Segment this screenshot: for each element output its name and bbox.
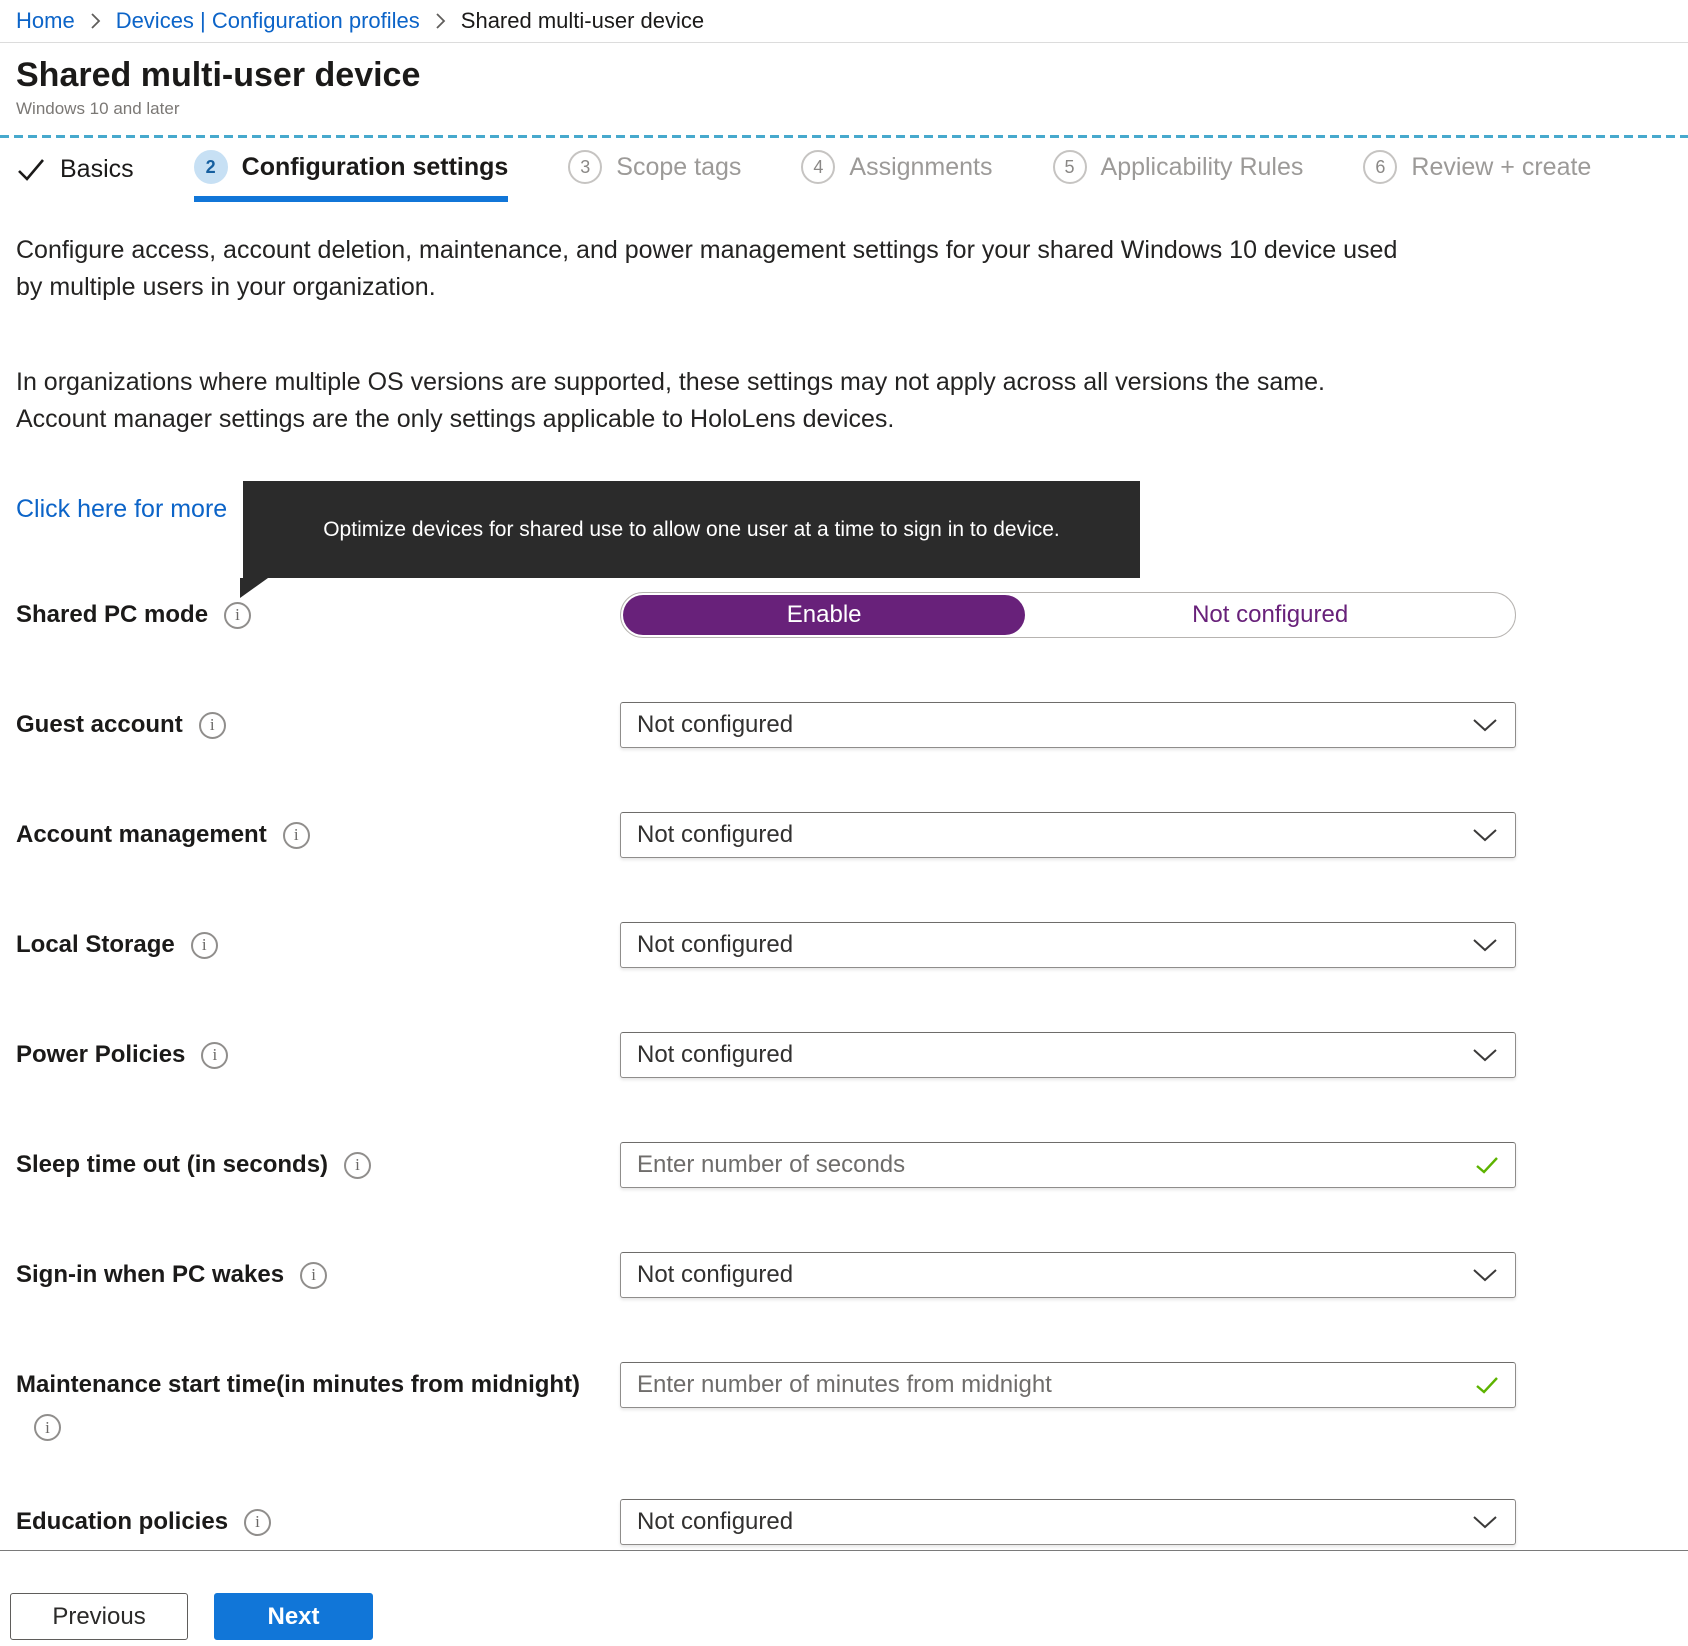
tooltip-text: Optimize devices for shared use to allow one user at a time to sign in to device. (323, 517, 1060, 541)
guest-account-row (16, 702, 1672, 748)
maintenance-start-time-input[interactable] (637, 1371, 1475, 1399)
valid-check-icon (1475, 1156, 1499, 1175)
sleep-timeout-input[interactable] (637, 1151, 1475, 1179)
power-policies-row (16, 1032, 1672, 1078)
info-icon[interactable]: i (283, 822, 310, 849)
field-label: Local Storage (16, 931, 175, 958)
step-number-badge: 5 (1053, 150, 1087, 184)
info-icon[interactable]: i (191, 932, 218, 959)
breadcrumb-configuration-profiles-link[interactable]: Devices | Configuration profiles (115, 8, 420, 33)
step-number-badge: 3 (568, 150, 602, 184)
education-policies-select[interactable]: Not configured (620, 1499, 1516, 1545)
education-policies-row (16, 1499, 1672, 1545)
local-storage-select[interactable]: Not configured (620, 922, 1516, 968)
step-assignments[interactable] (801, 150, 992, 202)
info-icon[interactable]: i (344, 1152, 371, 1179)
field-label: Power Policies (16, 1041, 186, 1068)
page-header (0, 43, 1688, 135)
field-label: Maintenance start time(in minutes from midnight) (16, 1371, 581, 1398)
account-management-select[interactable]: Not configured (620, 812, 1516, 858)
chevron-down-icon (1471, 1267, 1499, 1283)
step-label: Basics (60, 155, 134, 183)
footer-buttons (0, 1593, 1688, 1640)
field-label: Account management (16, 821, 267, 848)
step-label: Assignments (849, 152, 993, 181)
chevron-right-icon (434, 11, 447, 31)
info-icon[interactable]: i (300, 1262, 327, 1289)
step-scope-tags[interactable] (568, 150, 741, 202)
intro-paragraph-2: In organizations where multiple OS versions are supported, these settings may not apply across all versions the same. Account manager settings are the only settings applicable to HoloLens devices. (16, 368, 1325, 433)
field-label: Guest account (16, 711, 183, 738)
chevron-down-icon (1471, 717, 1499, 733)
chevron-down-icon (1471, 827, 1499, 843)
field-label: Education policies (16, 1508, 229, 1535)
signin-pc-wakes-row (16, 1252, 1672, 1298)
shared-pc-mode-toggle (620, 592, 1516, 638)
intro-paragraph-1: Configure access, account deletion, maintenance, and power management settings for your shared Windows 10 device used by multiple users in your organization. (16, 236, 1398, 301)
shared-pc-mode-tooltip (243, 481, 1140, 578)
info-icon[interactable]: i (34, 1414, 61, 1441)
next-button[interactable]: Next (214, 1593, 373, 1640)
toggle-enable-option[interactable]: Enable (623, 595, 1025, 635)
chevron-right-icon (89, 11, 102, 31)
toggle-not-configured-option[interactable]: Not configured (1192, 601, 1349, 628)
guest-account-select[interactable]: Not configured (620, 702, 1516, 748)
check-icon (16, 156, 46, 183)
breadcrumb (0, 0, 1688, 43)
info-icon[interactable]: i (224, 602, 251, 629)
power-policies-select[interactable]: Not configured (620, 1032, 1516, 1078)
page-subtitle: Windows 10 and later (16, 99, 180, 118)
footer-separator (0, 1550, 1688, 1551)
field-label: Sleep time out (in seconds) (16, 1151, 329, 1178)
local-storage-row (16, 922, 1672, 968)
step-basics[interactable] (16, 155, 134, 202)
page-title: Shared multi-user device (16, 56, 421, 94)
step-review-create[interactable] (1363, 150, 1591, 202)
field-label: Shared PC mode (16, 601, 209, 628)
shared-pc-mode-row (16, 592, 1672, 638)
chevron-down-icon (1471, 937, 1499, 953)
step-label: Configuration settings (241, 152, 509, 181)
step-label: Review + create (1411, 152, 1592, 181)
step-number-badge: 2 (194, 150, 228, 184)
wizard-steps (0, 138, 1688, 202)
maintenance-start-time-row (16, 1362, 1672, 1441)
breadcrumb-current: Shared multi-user device (460, 8, 705, 33)
previous-button[interactable]: Previous (10, 1593, 188, 1640)
step-label: Applicability Rules (1100, 152, 1304, 181)
signin-pc-wakes-select[interactable]: Not configured (620, 1252, 1516, 1298)
chevron-down-icon (1471, 1047, 1499, 1063)
step-label: Scope tags (616, 152, 742, 181)
valid-check-icon (1475, 1376, 1499, 1395)
info-icon[interactable]: i (199, 712, 226, 739)
step-applicability-rules[interactable] (1053, 150, 1304, 202)
chevron-down-icon (1471, 1514, 1499, 1530)
step-configuration-settings[interactable] (194, 150, 509, 202)
account-management-row (16, 812, 1672, 858)
sleep-timeout-field (620, 1142, 1516, 1188)
field-label: Sign-in when PC wakes (16, 1261, 285, 1288)
sleep-timeout-row (16, 1142, 1672, 1188)
more-info-link[interactable]: Click here for more (16, 495, 228, 523)
step-number-badge: 4 (801, 150, 835, 184)
maintenance-start-time-field (620, 1362, 1516, 1408)
info-icon[interactable]: i (244, 1509, 271, 1536)
tooltip-pointer (240, 578, 268, 598)
step-number-badge: 6 (1363, 150, 1397, 184)
info-icon[interactable]: i (201, 1042, 228, 1069)
breadcrumb-home-link[interactable]: Home (16, 8, 75, 33)
